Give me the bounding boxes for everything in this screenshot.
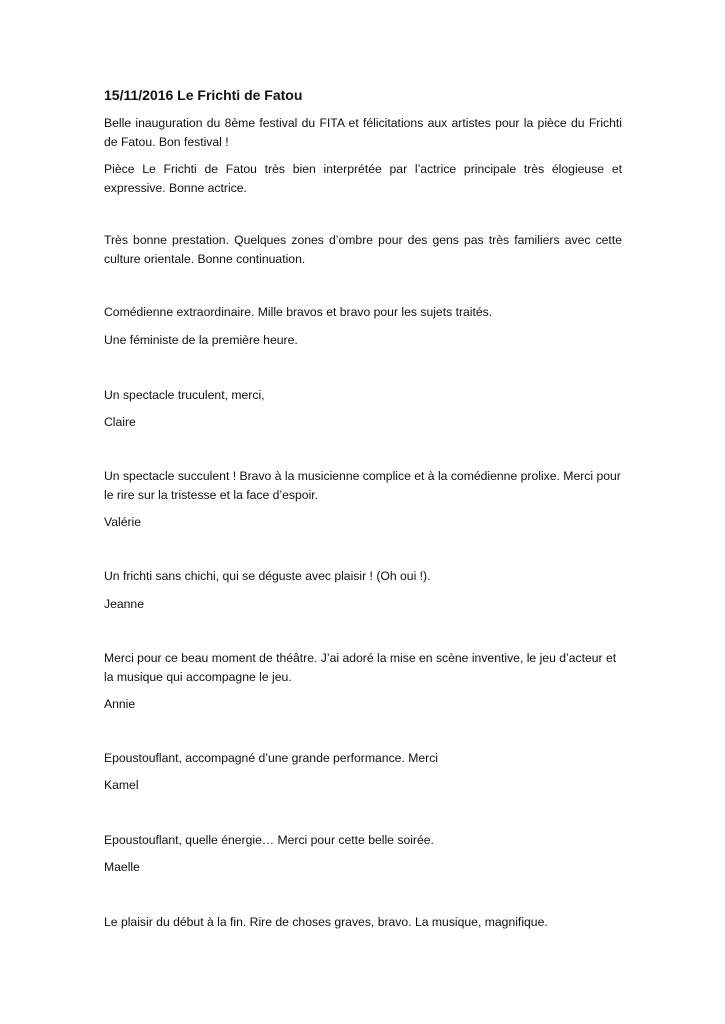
comment-paragraph: Un spectacle truculent, merci, (104, 388, 265, 402)
comment-paragraph: Comédienne extraordinaire. Mille bravos et bravo pour les sujets traités. (104, 305, 493, 319)
comment-paragraph: Merci pour ce beau moment de théâtre. J’ai adoré la mise en scène inventive, le jeu d’acteur et la musique qui accompagne le jeu. (104, 651, 617, 684)
comment-signature: Jeanne (104, 597, 144, 611)
comment-signature: Kamel (104, 778, 139, 792)
comment-paragraph: Une féministe de la première heure. (104, 333, 298, 347)
document-title: 15/11/2016 Le Frichti de Fatou (104, 87, 303, 103)
comment-signature: Maelle (104, 860, 140, 874)
comment-signature: Valérie (104, 515, 142, 529)
comment-paragraph: Belle inauguration du 8ème festival du FITA et félicitations aux artistes pour la pièce du Frichti de Fatou. Bon festival ! (104, 116, 622, 149)
comment-signature: Annie (104, 697, 136, 711)
comment-paragraph: Epoustouflant, accompagné d’une grande performance. Merci (104, 751, 439, 765)
comment-signature: Claire (104, 415, 136, 429)
comment-paragraph: Très bonne prestation. Quelques zones d’ombre pour des gens pas très familiers avec cette culture orientale. Bonne continuation. (104, 233, 622, 266)
comment-paragraph: Epoustouflant, quelle énergie… Merci pour cette belle soirée. (104, 833, 434, 847)
comment-paragraph: Un frichti sans chichi, qui se déguste avec plaisir ! (Oh oui !). (104, 569, 431, 583)
comment-paragraph: Le plaisir du début à la fin. Rire de choses graves, bravo. La musique, magnifique. (104, 915, 548, 929)
comment-paragraph: Pièce Le Frichti de Fatou très bien interprétée par l’actrice principale très élogieuse et expressive. Bonne actrice. (104, 162, 622, 195)
comment-paragraph: Un spectacle succulent ! Bravo à la musicienne complice et à la comédienne prolixe. Merci pour le rire sur la tristesse et la face d’espoir. (104, 469, 621, 502)
